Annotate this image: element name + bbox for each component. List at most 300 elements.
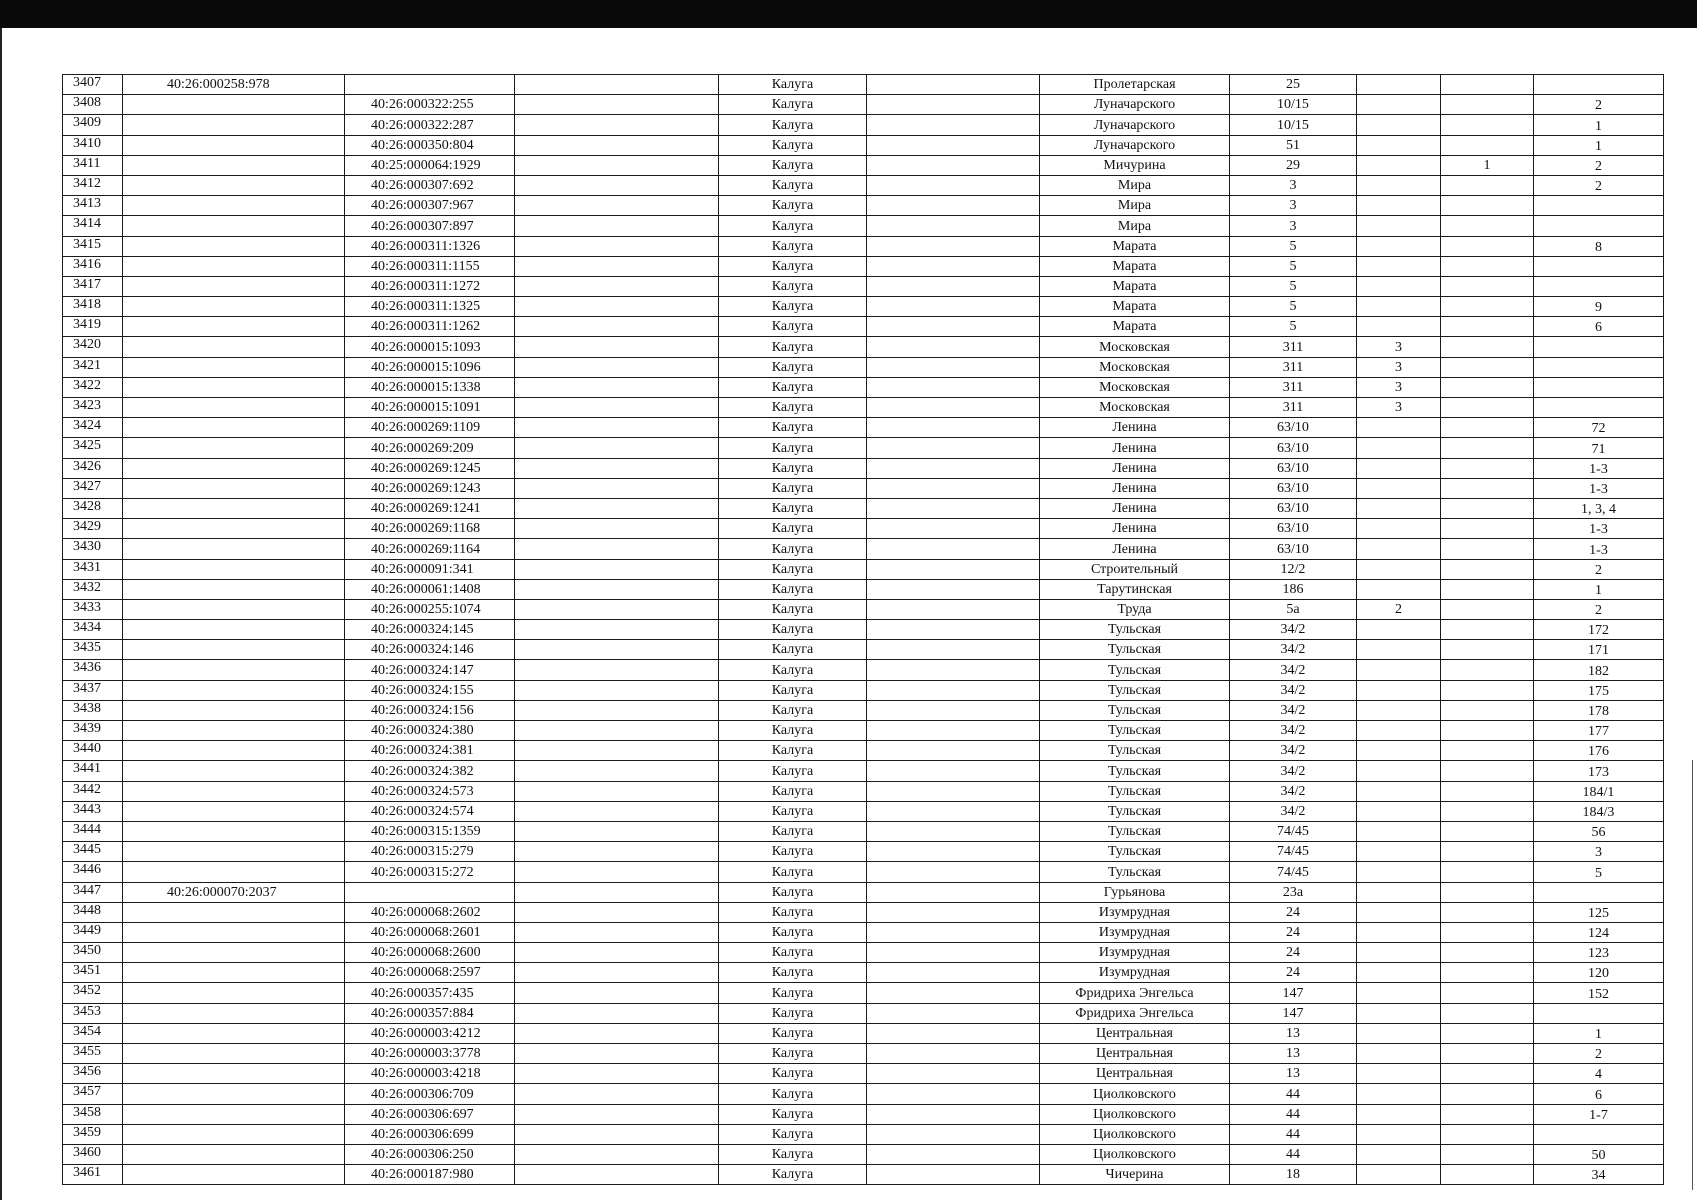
empty-cell — [515, 842, 719, 862]
street-cell: Труда — [1040, 599, 1230, 619]
street-cell: Фридриха Энгельса — [1040, 983, 1230, 1003]
row-number-cell: 3445 — [63, 842, 123, 862]
corpus-cell — [1441, 761, 1534, 781]
empty-cell — [515, 297, 719, 317]
city-cell: Калуга — [719, 357, 867, 377]
street-cell: Центральная — [1040, 1064, 1230, 1084]
cadastral-building-cell — [123, 842, 345, 862]
empty-cell — [515, 418, 719, 438]
table-row — [63, 922, 1664, 942]
empty-cell — [515, 983, 719, 1003]
corpus-cell — [1441, 620, 1534, 640]
corpus-cell — [1441, 882, 1534, 902]
empty-cell — [867, 882, 1040, 902]
city-cell: Калуга — [719, 398, 867, 418]
house-number-cell: 51 — [1230, 135, 1357, 155]
building-cell — [1357, 721, 1441, 741]
empty-cell — [515, 1165, 719, 1185]
city-cell: Калуга — [719, 721, 867, 741]
cadastral-premises-cell: 40:26:000311:1326 — [345, 236, 515, 256]
cadastral-building-cell — [123, 1165, 345, 1185]
building-cell — [1357, 922, 1441, 942]
house-number-cell: 311 — [1230, 398, 1357, 418]
street-cell: Изумрудная — [1040, 922, 1230, 942]
street-cell: Тульская — [1040, 741, 1230, 761]
street-cell: Марата — [1040, 236, 1230, 256]
table-row — [63, 297, 1664, 317]
street-cell: Тульская — [1040, 801, 1230, 821]
building-cell — [1357, 781, 1441, 801]
empty-cell — [515, 1064, 719, 1084]
city-cell: Калуга — [719, 216, 867, 236]
building-cell — [1357, 317, 1441, 337]
empty-cell — [867, 660, 1040, 680]
row-number-cell: 3439 — [63, 721, 123, 741]
house-number-cell: 44 — [1230, 1144, 1357, 1164]
empty-cell — [515, 75, 719, 95]
corpus-cell — [1441, 1104, 1534, 1124]
scan-right-edge — [1692, 760, 1693, 1190]
row-number-cell: 3413 — [63, 196, 123, 216]
empty-cell — [515, 1003, 719, 1023]
cadastral-premises-cell: 40:26:000324:380 — [345, 721, 515, 741]
house-number-cell: 44 — [1230, 1104, 1357, 1124]
cadastral-building-cell — [123, 1003, 345, 1023]
building-cell — [1357, 902, 1441, 922]
city-cell: Калуга — [719, 902, 867, 922]
corpus-cell — [1441, 559, 1534, 579]
empty-cell — [867, 418, 1040, 438]
street-cell: Тульская — [1040, 821, 1230, 841]
building-cell — [1357, 579, 1441, 599]
corpus-cell — [1441, 317, 1534, 337]
cadastral-premises-cell: 40:26:000324:573 — [345, 781, 515, 801]
house-number-cell: 34/2 — [1230, 741, 1357, 761]
row-number-cell: 3446 — [63, 862, 123, 882]
corpus-cell: 1 — [1441, 155, 1534, 175]
corpus-cell — [1441, 943, 1534, 963]
empty-cell — [515, 1144, 719, 1164]
row-number-cell: 3454 — [63, 1023, 123, 1043]
house-number-cell: 311 — [1230, 357, 1357, 377]
city-cell: Калуга — [719, 1165, 867, 1185]
house-number-cell: 63/10 — [1230, 498, 1357, 518]
building-cell — [1357, 680, 1441, 700]
apartment-cell: 1 — [1534, 579, 1664, 599]
cadastral-building-cell — [123, 297, 345, 317]
row-number-cell: 3412 — [63, 175, 123, 195]
apartment-cell: 175 — [1534, 680, 1664, 700]
cadastral-premises-cell: 40:26:000269:1168 — [345, 519, 515, 539]
house-number-cell: 34/2 — [1230, 761, 1357, 781]
empty-cell — [867, 135, 1040, 155]
house-number-cell: 186 — [1230, 579, 1357, 599]
cadastral-building-cell — [123, 498, 345, 518]
street-cell: Московская — [1040, 377, 1230, 397]
table-row — [63, 357, 1664, 377]
building-cell — [1357, 1003, 1441, 1023]
street-cell: Марата — [1040, 297, 1230, 317]
empty-cell — [515, 1084, 719, 1104]
empty-cell — [867, 196, 1040, 216]
empty-cell — [867, 95, 1040, 115]
empty-cell — [515, 680, 719, 700]
cadastral-building-cell — [123, 1124, 345, 1144]
apartment-cell: 184/3 — [1534, 801, 1664, 821]
corpus-cell — [1441, 95, 1534, 115]
city-cell: Калуга — [719, 943, 867, 963]
table-row — [63, 1064, 1664, 1084]
building-cell — [1357, 983, 1441, 1003]
table-row — [63, 498, 1664, 518]
empty-cell — [515, 1044, 719, 1064]
table-row — [63, 943, 1664, 963]
corpus-cell — [1441, 337, 1534, 357]
empty-cell — [515, 559, 719, 579]
building-cell — [1357, 1023, 1441, 1043]
city-cell: Калуга — [719, 559, 867, 579]
empty-cell — [515, 781, 719, 801]
empty-cell — [867, 1064, 1040, 1084]
cadastral-premises-cell: 40:26:000322:287 — [345, 115, 515, 135]
table-row — [63, 95, 1664, 115]
street-cell: Циолковского — [1040, 1144, 1230, 1164]
apartment-cell — [1534, 256, 1664, 276]
empty-cell — [867, 276, 1040, 296]
table-row — [63, 620, 1664, 640]
table-row — [63, 216, 1664, 236]
table-row — [63, 1084, 1664, 1104]
row-number-cell: 3409 — [63, 115, 123, 135]
corpus-cell — [1441, 1023, 1534, 1043]
building-cell — [1357, 115, 1441, 135]
empty-cell — [867, 1084, 1040, 1104]
register-table — [62, 74, 1664, 1185]
empty-cell — [515, 660, 719, 680]
city-cell: Калуга — [719, 1044, 867, 1064]
empty-cell — [515, 95, 719, 115]
apartment-cell — [1534, 276, 1664, 296]
apartment-cell — [1534, 1003, 1664, 1023]
row-number-cell: 3453 — [63, 1003, 123, 1023]
cadastral-premises-cell: 40:26:000311:1325 — [345, 297, 515, 317]
empty-cell — [515, 458, 719, 478]
row-number-cell: 3429 — [63, 519, 123, 539]
table-row — [63, 155, 1664, 175]
corpus-cell — [1441, 821, 1534, 841]
building-cell — [1357, 478, 1441, 498]
street-cell: Ленина — [1040, 418, 1230, 438]
cadastral-premises-cell: 40:26:000311:1262 — [345, 317, 515, 337]
empty-cell — [867, 842, 1040, 862]
register-sheet — [62, 74, 1663, 1185]
street-cell: Тульская — [1040, 660, 1230, 680]
empty-cell — [867, 579, 1040, 599]
corpus-cell — [1441, 922, 1534, 942]
apartment-cell: 120 — [1534, 963, 1664, 983]
building-cell — [1357, 256, 1441, 276]
street-cell: Строительный — [1040, 559, 1230, 579]
empty-cell — [867, 236, 1040, 256]
building-cell — [1357, 559, 1441, 579]
corpus-cell — [1441, 256, 1534, 276]
cadastral-premises-cell: 40:26:000311:1155 — [345, 256, 515, 276]
row-number-cell: 3414 — [63, 216, 123, 236]
house-number-cell: 34/2 — [1230, 801, 1357, 821]
empty-cell — [867, 781, 1040, 801]
table-row — [63, 1003, 1664, 1023]
empty-cell — [867, 801, 1040, 821]
building-cell — [1357, 135, 1441, 155]
house-number-cell: 10/15 — [1230, 115, 1357, 135]
apartment-cell: 1-7 — [1534, 1104, 1664, 1124]
cadastral-premises-cell: 40:26:000015:1096 — [345, 357, 515, 377]
empty-cell — [867, 337, 1040, 357]
apartment-cell: 1-3 — [1534, 458, 1664, 478]
cadastral-premises-cell: 40:26:000324:574 — [345, 801, 515, 821]
empty-cell — [867, 519, 1040, 539]
empty-cell — [867, 1003, 1040, 1023]
city-cell: Калуга — [719, 196, 867, 216]
building-cell — [1357, 943, 1441, 963]
table-row — [63, 559, 1664, 579]
empty-cell — [515, 1124, 719, 1144]
house-number-cell: 34/2 — [1230, 680, 1357, 700]
cadastral-building-cell — [123, 196, 345, 216]
street-cell: Тульская — [1040, 761, 1230, 781]
house-number-cell: 25 — [1230, 75, 1357, 95]
empty-cell — [867, 741, 1040, 761]
city-cell: Калуга — [719, 256, 867, 276]
street-cell: Московская — [1040, 357, 1230, 377]
city-cell: Калуга — [719, 1064, 867, 1084]
street-cell: Циолковского — [1040, 1124, 1230, 1144]
empty-cell — [867, 640, 1040, 660]
city-cell: Калуга — [719, 761, 867, 781]
building-cell — [1357, 741, 1441, 761]
row-number-cell: 3425 — [63, 438, 123, 458]
corpus-cell — [1441, 1084, 1534, 1104]
house-number-cell: 10/15 — [1230, 95, 1357, 115]
house-number-cell: 13 — [1230, 1064, 1357, 1084]
row-number-cell: 3448 — [63, 902, 123, 922]
apartment-cell: 1-3 — [1534, 519, 1664, 539]
table-row — [63, 801, 1664, 821]
row-number-cell: 3431 — [63, 559, 123, 579]
apartment-cell: 1 — [1534, 1023, 1664, 1043]
row-number-cell: 3415 — [63, 236, 123, 256]
street-cell: Фридриха Энгельса — [1040, 1003, 1230, 1023]
city-cell: Калуга — [719, 175, 867, 195]
house-number-cell: 44 — [1230, 1124, 1357, 1144]
apartment-cell: 3 — [1534, 842, 1664, 862]
table-row — [63, 519, 1664, 539]
row-number-cell: 3437 — [63, 680, 123, 700]
table-row — [63, 983, 1664, 1003]
cadastral-building-cell — [123, 135, 345, 155]
city-cell: Калуга — [719, 1144, 867, 1164]
street-cell: Циолковского — [1040, 1084, 1230, 1104]
empty-cell — [867, 115, 1040, 135]
empty-cell — [867, 357, 1040, 377]
corpus-cell — [1441, 1124, 1534, 1144]
cadastral-premises-cell: 40:26:000068:2600 — [345, 943, 515, 963]
corpus-cell — [1441, 660, 1534, 680]
empty-cell — [867, 559, 1040, 579]
empty-cell — [515, 821, 719, 841]
empty-cell — [515, 943, 719, 963]
cadastral-building-cell — [123, 478, 345, 498]
building-cell: 3 — [1357, 357, 1441, 377]
row-number-cell: 3407 — [63, 75, 123, 95]
empty-cell — [867, 1124, 1040, 1144]
building-cell: 2 — [1357, 599, 1441, 619]
apartment-cell: 2 — [1534, 95, 1664, 115]
city-cell: Калуга — [719, 1084, 867, 1104]
street-cell: Пролетарская — [1040, 75, 1230, 95]
empty-cell — [515, 216, 719, 236]
cadastral-building-cell — [123, 256, 345, 276]
table-row — [63, 398, 1664, 418]
table-row — [63, 862, 1664, 882]
apartment-cell: 72 — [1534, 418, 1664, 438]
empty-cell — [515, 579, 719, 599]
cadastral-building-cell — [123, 922, 345, 942]
cadastral-premises-cell: 40:26:000306:697 — [345, 1104, 515, 1124]
cadastral-building-cell — [123, 175, 345, 195]
cadastral-premises-cell: 40:26:000269:1109 — [345, 418, 515, 438]
cadastral-premises-cell: 40:26:000306:709 — [345, 1084, 515, 1104]
apartment-cell — [1534, 357, 1664, 377]
street-cell: Ленина — [1040, 458, 1230, 478]
building-cell: 3 — [1357, 377, 1441, 397]
row-number-cell: 3410 — [63, 135, 123, 155]
corpus-cell — [1441, 1144, 1534, 1164]
cadastral-building-cell — [123, 902, 345, 922]
house-number-cell: 147 — [1230, 983, 1357, 1003]
city-cell: Калуга — [719, 983, 867, 1003]
table-row — [63, 842, 1664, 862]
building-cell — [1357, 620, 1441, 640]
cadastral-building-cell — [123, 660, 345, 680]
empty-cell — [867, 862, 1040, 882]
cadastral-building-cell — [123, 559, 345, 579]
cadastral-building-cell — [123, 721, 345, 741]
house-number-cell: 74/45 — [1230, 821, 1357, 841]
street-cell: Тульская — [1040, 842, 1230, 862]
empty-cell — [515, 438, 719, 458]
table-row — [63, 75, 1664, 95]
empty-cell — [515, 902, 719, 922]
city-cell: Калуга — [719, 821, 867, 841]
building-cell — [1357, 1124, 1441, 1144]
building-cell — [1357, 963, 1441, 983]
house-number-cell: 12/2 — [1230, 559, 1357, 579]
corpus-cell — [1441, 519, 1534, 539]
empty-cell — [515, 1023, 719, 1043]
table-row — [63, 1124, 1664, 1144]
building-cell — [1357, 660, 1441, 680]
building-cell — [1357, 155, 1441, 175]
table-row — [63, 196, 1664, 216]
empty-cell — [515, 700, 719, 720]
empty-cell — [515, 135, 719, 155]
empty-cell — [515, 377, 719, 397]
row-number-cell: 3438 — [63, 700, 123, 720]
house-number-cell: 3 — [1230, 175, 1357, 195]
table-row — [63, 741, 1664, 761]
empty-cell — [867, 75, 1040, 95]
street-cell: Тарутинская — [1040, 579, 1230, 599]
cadastral-building-cell — [123, 317, 345, 337]
corpus-cell — [1441, 175, 1534, 195]
cadastral-building-cell — [123, 1104, 345, 1124]
empty-cell — [867, 438, 1040, 458]
corpus-cell — [1441, 398, 1534, 418]
city-cell: Калуга — [719, 640, 867, 660]
cadastral-building-cell — [123, 579, 345, 599]
house-number-cell: 29 — [1230, 155, 1357, 175]
city-cell: Калуга — [719, 801, 867, 821]
apartment-cell: 1 — [1534, 135, 1664, 155]
table-row — [63, 761, 1664, 781]
corpus-cell — [1441, 478, 1534, 498]
corpus-cell — [1441, 276, 1534, 296]
building-cell — [1357, 882, 1441, 902]
row-number-cell: 3424 — [63, 418, 123, 438]
table-row — [63, 902, 1664, 922]
empty-cell — [867, 256, 1040, 276]
empty-cell — [867, 721, 1040, 741]
city-cell: Калуга — [719, 115, 867, 135]
city-cell: Калуга — [719, 700, 867, 720]
street-cell: Изумрудная — [1040, 943, 1230, 963]
table-row — [63, 539, 1664, 559]
building-cell — [1357, 438, 1441, 458]
corpus-cell — [1441, 862, 1534, 882]
table-row — [63, 700, 1664, 720]
empty-cell — [515, 539, 719, 559]
row-number-cell: 3442 — [63, 781, 123, 801]
empty-cell — [867, 175, 1040, 195]
corpus-cell — [1441, 1044, 1534, 1064]
city-cell: Калуга — [719, 680, 867, 700]
street-cell: Тульская — [1040, 620, 1230, 640]
corpus-cell — [1441, 1165, 1534, 1185]
corpus-cell — [1441, 640, 1534, 660]
house-number-cell: 5 — [1230, 236, 1357, 256]
cadastral-building-cell — [123, 1084, 345, 1104]
cadastral-building-cell — [123, 438, 345, 458]
house-number-cell: 63/10 — [1230, 418, 1357, 438]
house-number-cell: 44 — [1230, 1084, 1357, 1104]
empty-cell — [515, 519, 719, 539]
apartment-cell: 4 — [1534, 1064, 1664, 1084]
building-cell — [1357, 458, 1441, 478]
street-cell: Марата — [1040, 256, 1230, 276]
apartment-cell: 152 — [1534, 983, 1664, 1003]
street-cell: Ленина — [1040, 438, 1230, 458]
empty-cell — [515, 175, 719, 195]
cadastral-premises-cell: 40:26:000315:1359 — [345, 821, 515, 841]
house-number-cell: 5 — [1230, 276, 1357, 296]
table-row — [63, 276, 1664, 296]
street-cell: Центральная — [1040, 1023, 1230, 1043]
house-number-cell: 5а — [1230, 599, 1357, 619]
scan-top-border — [0, 0, 1697, 28]
row-number-cell: 3411 — [63, 155, 123, 175]
corpus-cell — [1441, 75, 1534, 95]
